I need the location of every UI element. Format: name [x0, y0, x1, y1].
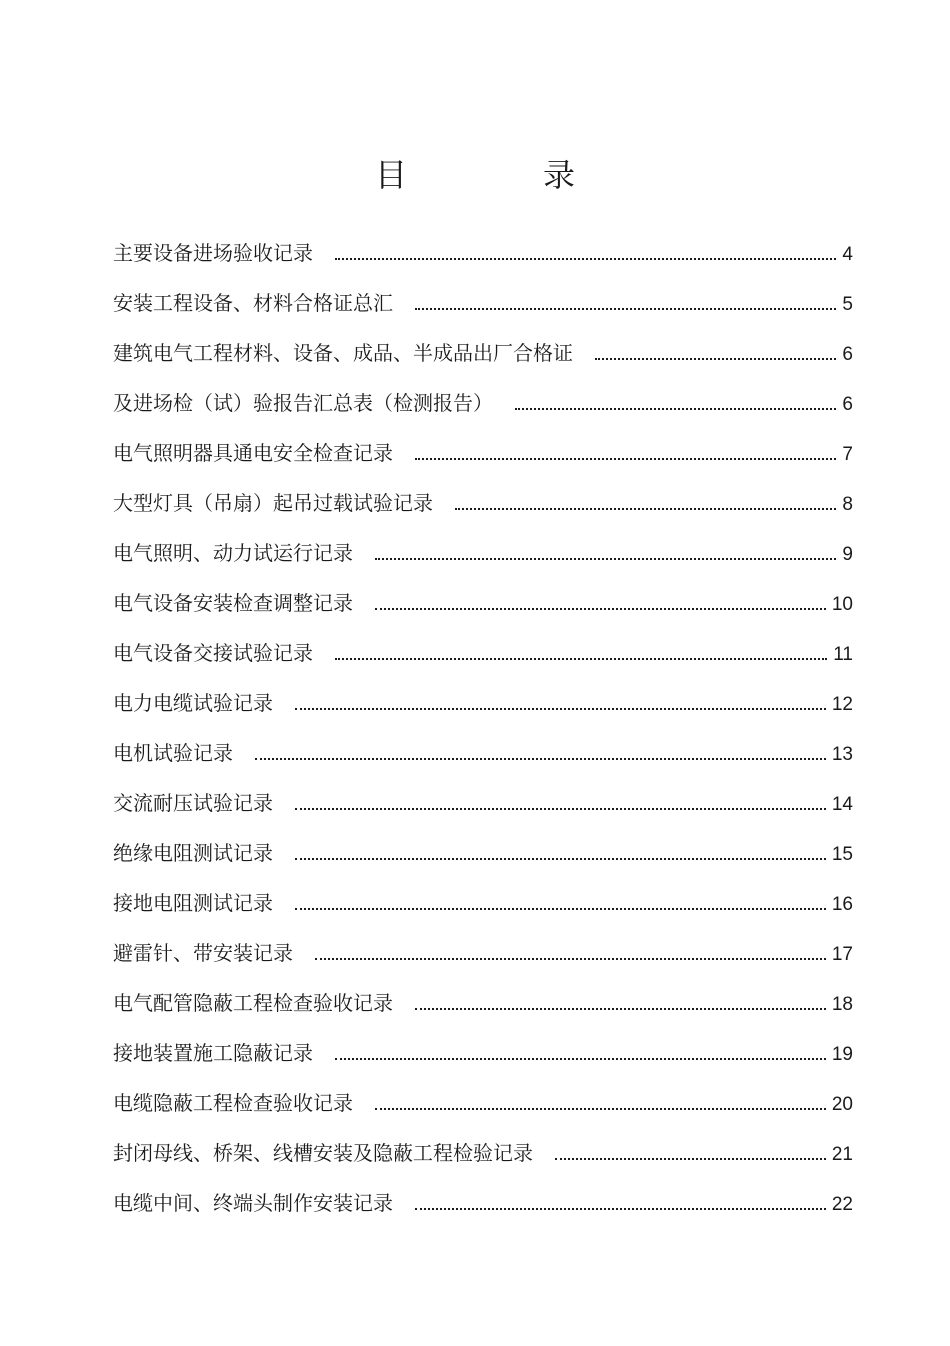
toc-entry-page: 21	[831, 1144, 853, 1165]
toc-entry-page: 7	[842, 444, 853, 465]
toc-entry[interactable]	[113, 1128, 853, 1178]
toc-entry[interactable]	[113, 478, 853, 528]
toc-dot-leader	[295, 888, 826, 910]
toc-entry[interactable]	[113, 778, 853, 828]
toc-dot-leader	[335, 638, 827, 660]
toc-entry-text: 交流耐压试验记录	[113, 791, 273, 815]
toc-entry-page: 20	[831, 1094, 853, 1115]
toc-dot-leader	[415, 1188, 826, 1210]
toc-entry-text: 电气照明、动力试运行记录	[113, 541, 353, 565]
toc-dot-leader	[295, 838, 826, 860]
toc-entry-text: 电气设备安装检查调整记录	[113, 591, 353, 615]
toc-entry[interactable]	[113, 328, 853, 378]
toc-entry-text: 及进场检（试）验报告汇总表（检测报告）	[113, 391, 493, 415]
toc-entry-text: 电缆隐蔽工程检查验收记录	[113, 1091, 353, 1115]
toc-entry-page: 15	[831, 844, 853, 865]
toc-entry-page: 6	[842, 394, 853, 415]
toc-entry-text: 接地装置施工隐蔽记录	[113, 1041, 313, 1065]
toc-entry-page: 16	[831, 894, 853, 915]
toc-dot-leader	[315, 938, 826, 960]
toc-entry[interactable]	[113, 1028, 853, 1078]
toc-dot-leader	[455, 488, 836, 510]
toc-entry-text: 大型灯具（吊扇）起吊过载试验记录	[113, 491, 433, 515]
toc-dot-leader	[335, 238, 836, 260]
toc-entry-text: 接地电阻测试记录	[113, 891, 273, 915]
toc-entry-page: 14	[831, 794, 853, 815]
toc-entry-text: 主要设备进场验收记录	[113, 241, 313, 265]
toc-entry[interactable]	[113, 278, 853, 328]
toc-entry[interactable]	[113, 1178, 853, 1228]
toc-entry-text: 封闭母线、桥架、线槽安装及隐蔽工程检验记录	[113, 1141, 533, 1165]
toc-entry-page: 13	[831, 744, 853, 765]
toc-entry-text: 避雷针、带安装记录	[113, 941, 293, 965]
toc-entry-text: 电缆中间、终端头制作安装记录	[113, 1191, 393, 1215]
toc-entry[interactable]	[113, 428, 853, 478]
toc-entry[interactable]	[113, 678, 853, 728]
toc-entry-page: 4	[842, 244, 853, 265]
toc-entry[interactable]	[113, 378, 853, 428]
toc-entry[interactable]	[113, 628, 853, 678]
toc-entry-page: 9	[842, 544, 853, 565]
toc-entry-page: 22	[831, 1194, 853, 1215]
toc-entry-text: 电力电缆试验记录	[113, 691, 273, 715]
toc-dot-leader	[255, 738, 826, 760]
toc-dot-leader	[295, 688, 826, 710]
toc-entry[interactable]	[113, 878, 853, 928]
toc-entry-text: 建筑电气工程材料、设备、成品、半成品出厂合格证	[113, 341, 573, 365]
toc-entry[interactable]	[113, 578, 853, 628]
toc-dot-leader	[295, 788, 826, 810]
toc-entry[interactable]	[113, 928, 853, 978]
toc-entry-page: 11	[833, 644, 853, 665]
toc-entry-page: 19	[831, 1044, 853, 1065]
toc-entry[interactable]	[113, 528, 853, 578]
toc-dot-leader	[515, 388, 836, 410]
toc-entry-text: 安装工程设备、材料合格证总汇	[113, 291, 393, 315]
toc-title: 目 录	[374, 156, 627, 194]
toc-entry[interactable]	[113, 728, 853, 778]
toc-entry-page: 8	[842, 494, 853, 515]
toc-entry-page: 6	[842, 344, 853, 365]
toc-dot-leader	[375, 588, 826, 610]
toc-entry-page: 5	[842, 294, 853, 315]
toc-dot-leader	[555, 1138, 826, 1160]
toc-entry-text: 电气配管隐蔽工程检查验收记录	[113, 991, 393, 1015]
toc-dot-leader	[415, 438, 836, 460]
toc-entry-text: 电气设备交接试验记录	[113, 641, 313, 665]
toc-dot-leader	[335, 1038, 826, 1060]
toc-entry[interactable]	[113, 828, 853, 878]
toc-entry-text: 电气照明器具通电安全检查记录	[113, 441, 393, 465]
toc-dot-leader	[595, 338, 836, 360]
toc-entry-page: 18	[831, 994, 853, 1015]
toc-entry-page: 17	[831, 944, 853, 965]
toc-entry-text: 电机试验记录	[113, 741, 233, 765]
toc-entry-text: 绝缘电阻测试记录	[113, 841, 273, 865]
toc-dot-leader	[415, 988, 826, 1010]
toc-entry[interactable]	[113, 978, 853, 1028]
toc-entry[interactable]	[113, 1078, 853, 1128]
toc-dot-leader	[415, 288, 836, 310]
toc-entry[interactable]	[113, 228, 853, 278]
toc-entry-page: 10	[831, 594, 853, 615]
toc-dot-leader	[375, 538, 836, 560]
toc-entry-page: 12	[831, 694, 853, 715]
toc-dot-leader	[375, 1088, 826, 1110]
toc-list	[113, 228, 853, 1228]
